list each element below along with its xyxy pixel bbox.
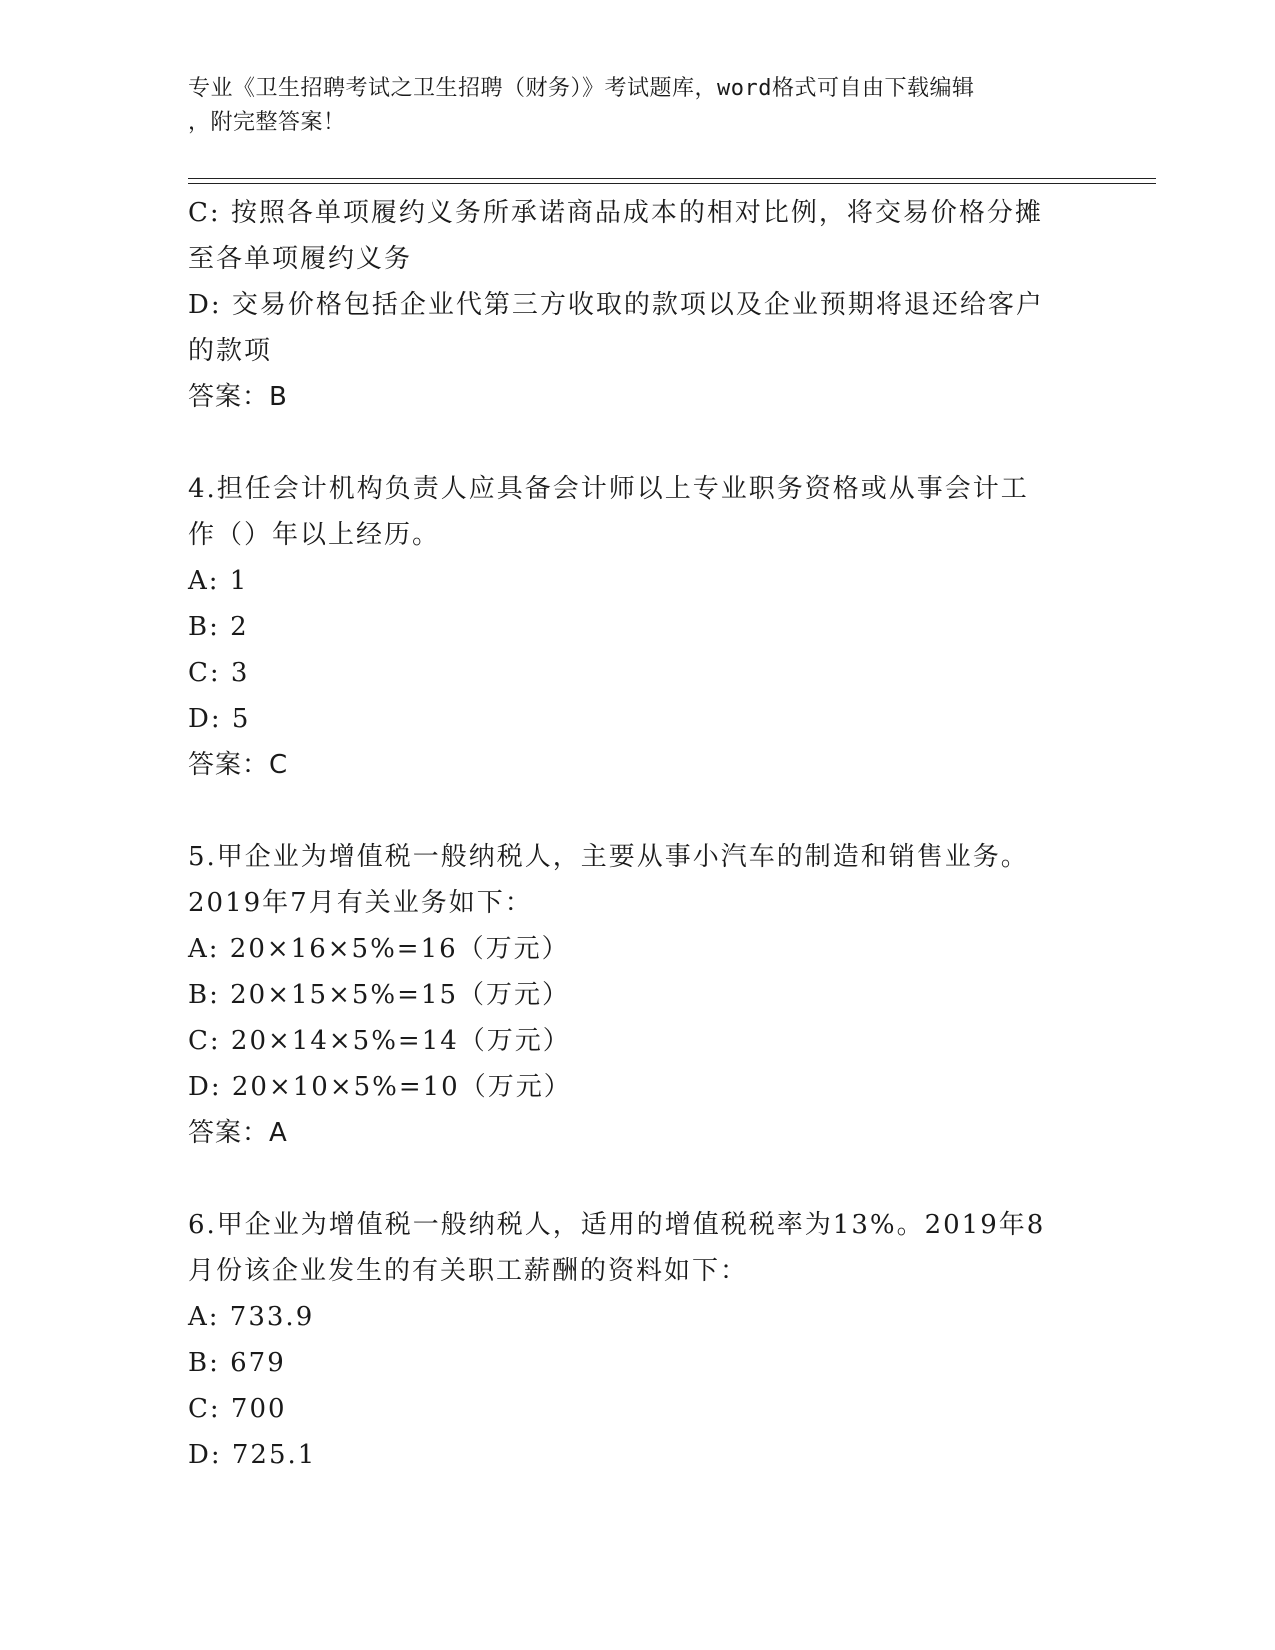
question-5-block [188,834,1088,1156]
q4-option-a: A: 1 [188,566,249,596]
header-line-1: 专业《卫生招聘考试之卫生招聘（财务）》考试题库，word格式可自由下载编辑 [188,76,975,101]
q5-option-c: C: 20×14×5%=14（万元） [188,1026,571,1056]
q3-option-d-line-2: 的款项 [188,336,273,366]
question-3-block [188,190,1088,420]
q5-option-b: B: 20×15×5%=15（万元） [188,980,570,1010]
q6-stem-line-1: 6.甲企业为增值税一般纳税人，适用的增值税税率为13%。2019年8 [188,1210,1046,1240]
header-line-2: ，附完整答案！ [188,110,346,135]
q4-option-d: D: 5 [188,704,251,734]
q5-option-d: D: 20×10×5%=10（万元） [188,1072,572,1102]
q4-stem-line-1: 4.担任会计机构负责人应具备会计师以上专业职务资格或从事会计工 [188,474,1029,504]
q6-stem-line-2: 月份该企业发生的有关职工薪酬的资料如下： [188,1256,749,1286]
q5-option-a: A: 20×16×5%=16（万元） [188,934,570,964]
q5-stem-line-1: 5.甲企业为增值税一般纳税人，主要从事小汽车的制造和销售业务。 [188,842,1029,872]
q4-option-b: B: 2 [188,612,249,642]
q3-option-d-line-1: D: 交易价格包括企业代第三方收取的款项以及企业预期将退还给客户 [188,290,1044,320]
q5-stem-line-2: 2019年7月有关业务如下： [188,888,533,918]
q6-option-c: C: 700 [188,1394,287,1424]
header-divider-bottom [188,183,1156,184]
spacer [188,1156,1088,1202]
q3-option-c-line-1: C: 按照各单项履约义务所承诺商品成本的相对比例，将交易价格分摊 [188,198,1043,228]
document-header [188,72,1088,140]
q4-stem-line-2: 作（）年以上经历。 [188,520,441,550]
question-6-block [188,1202,1088,1478]
q4-option-c: C: 3 [188,658,250,688]
spacer [188,788,1088,834]
q5-answer: 答案：A [188,1118,288,1148]
q4-answer: 答案：C [188,750,289,780]
q3-option-c-line-2: 至各单项履约义务 [188,244,413,274]
spacer [188,420,1088,466]
question-4-block [188,466,1088,788]
q6-option-a: A: 733.9 [188,1302,315,1332]
document-body [188,190,1088,1478]
header-divider-top [188,178,1156,179]
q6-option-b: B: 679 [188,1348,286,1378]
q6-option-d: D: 725.1 [188,1440,317,1470]
q3-answer: 答案：B [188,382,288,412]
